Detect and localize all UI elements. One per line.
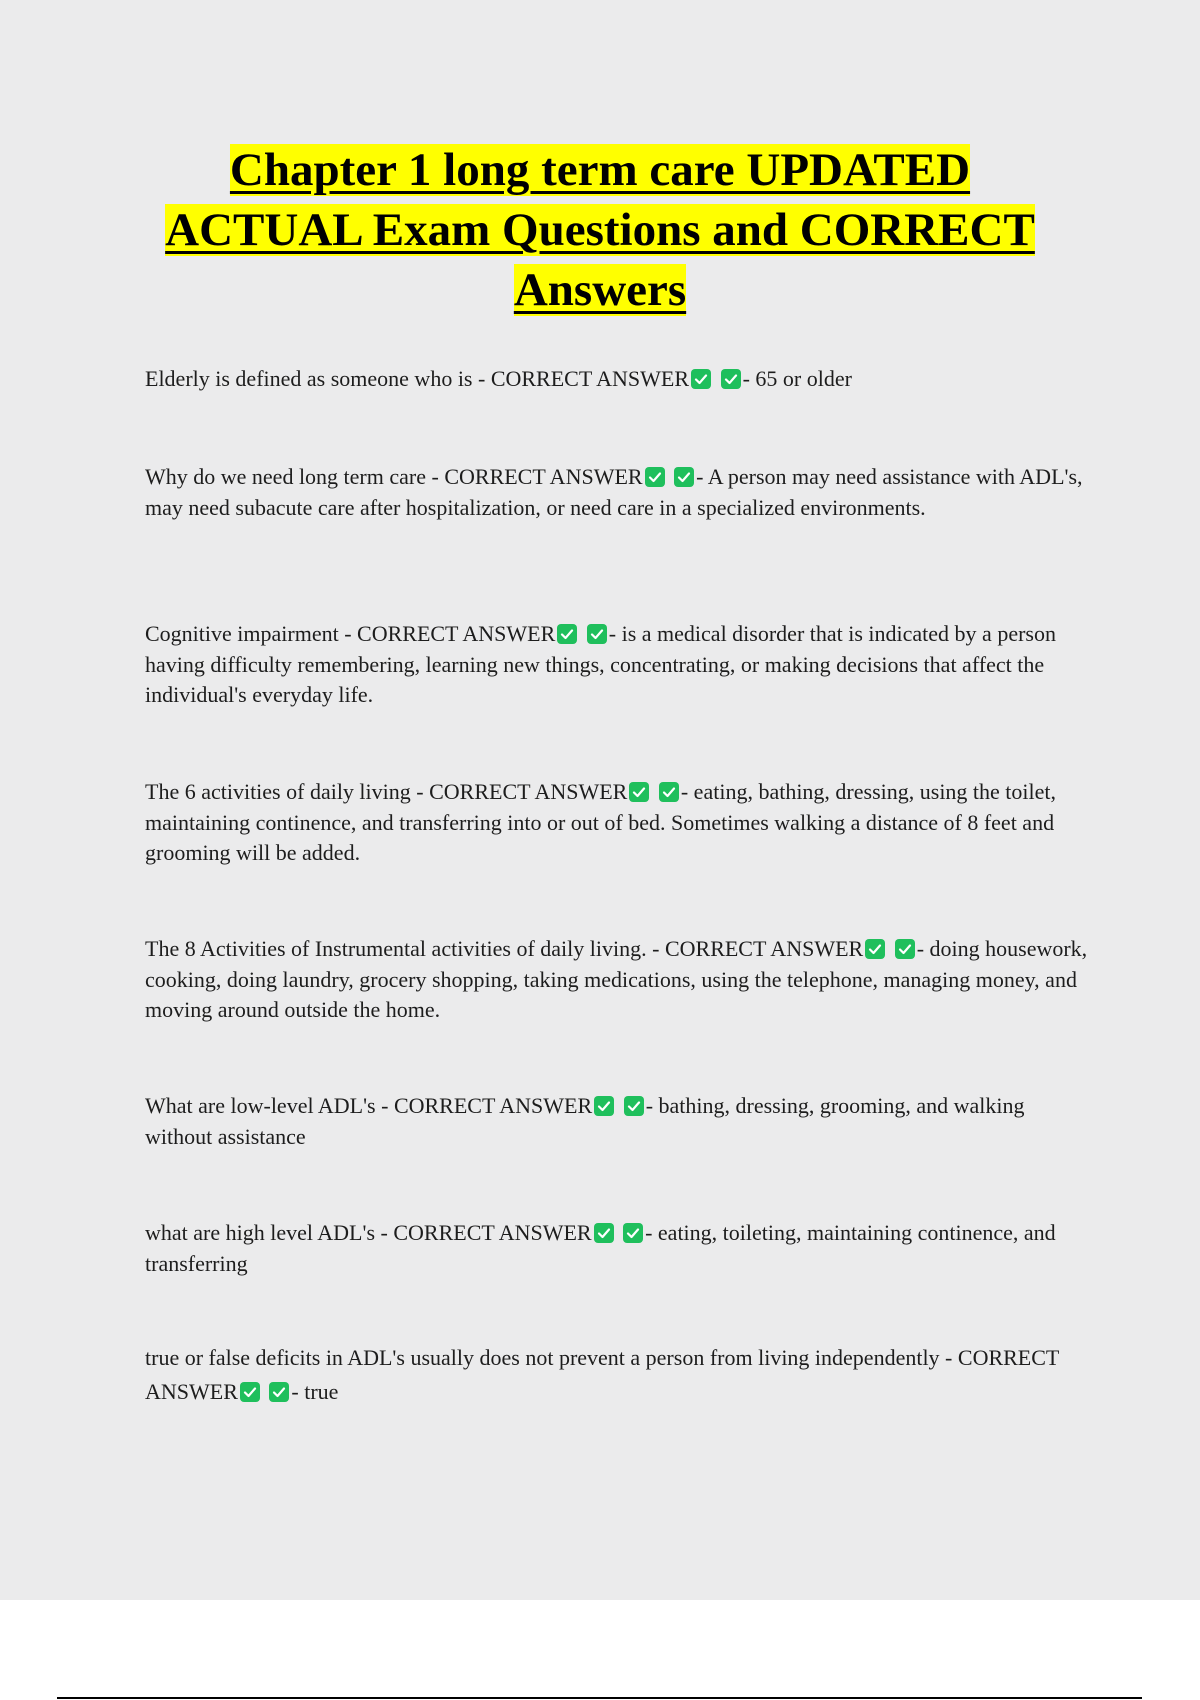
check-mark-icon: [659, 782, 679, 802]
correct-answer-label: CORRECT ANSWER: [145, 1345, 1059, 1404]
answer-text: - eating, bathing, dressing, using the toilet, maintaining continence, and transferring into or out of bed. Sometimes walking a distance of 8 feet and grooming will be added.: [145, 779, 1057, 865]
qa-item-eight-iadls: [145, 934, 1095, 1026]
title-line-2: ACTUAL Exam Questions and CORRECT: [165, 204, 1035, 256]
question-text: Elderly is defined as someone who is -: [145, 366, 486, 391]
answer-text: - doing housework, cooking, doing laundry, grocery shopping, taking medications, using the telephone, managing money, and moving around outside the home.: [145, 936, 1088, 1022]
qa-item-true-false-deficits: [145, 1341, 1095, 1409]
check-mark-icon: [865, 939, 885, 959]
correct-answer-label: CORRECT ANSWER: [429, 779, 628, 804]
answer-text: - eating, toileting, maintaining continence, and transferring: [145, 1220, 1056, 1276]
qa-item-cognitive-impairment: [145, 619, 1095, 711]
title-line-3: Answers: [513, 264, 687, 316]
question-text: what are high level ADL's -: [145, 1220, 388, 1245]
check-mark-icon: [645, 467, 665, 487]
qa-item-why-ltc: [145, 462, 1095, 523]
qa-item-elderly: [145, 364, 1095, 395]
document-title: [0, 140, 1200, 320]
question-text: Cognitive impairment -: [145, 621, 352, 646]
check-mark-icon: [624, 1096, 644, 1116]
answer-text: - is a medical disorder that is indicated by a person having difficulty remembering, learning new things, concentrating, or making decisions that affect the individual's everyday life.: [145, 621, 1056, 707]
page-divider-line: [57, 1697, 1142, 1699]
check-mark-icon: [594, 1096, 614, 1116]
check-mark-icon: [721, 369, 741, 389]
answer-text: - true: [291, 1379, 339, 1404]
answer-text: - bathing, dressing, grooming, and walking without assistance: [145, 1093, 1025, 1149]
question-text: The 8 Activities of Instrumental activities of daily living. -: [145, 936, 660, 961]
check-mark-icon: [629, 782, 649, 802]
qa-item-high-level-adls: [145, 1218, 1095, 1279]
correct-answer-label: CORRECT ANSWER: [357, 621, 556, 646]
correct-answer-label: CORRECT ANSWER: [664, 936, 864, 961]
check-mark-icon: [557, 624, 577, 644]
question-text: Why do we need long term care -: [145, 464, 439, 489]
title-line-1: Chapter 1 long term care UPDATED: [229, 144, 971, 196]
correct-answer-label: CORRECT ANSWER: [393, 1093, 593, 1118]
qa-item-six-adls: [145, 777, 1095, 869]
correct-answer-label: CORRECT ANSWER: [444, 464, 643, 489]
check-mark-icon: [240, 1382, 260, 1402]
check-mark-icon: [269, 1382, 289, 1402]
check-mark-icon: [691, 369, 711, 389]
answer-text: - A person may need assistance with ADL's, may need subacute care after hospitalization, or need care in a specialized environments.: [145, 464, 1083, 520]
check-mark-icon: [623, 1223, 643, 1243]
check-mark-icon: [587, 624, 607, 644]
check-mark-icon: [895, 939, 915, 959]
check-mark-icon: [594, 1223, 614, 1243]
question-text: What are low-level ADL's -: [145, 1093, 389, 1118]
answer-text: - 65 or older: [742, 366, 852, 391]
question-text: The 6 activities of daily living -: [145, 779, 424, 804]
question-text: true or false deficits in ADL's usually does not prevent a person from living independently -: [145, 1345, 953, 1370]
correct-answer-label: CORRECT ANSWER: [490, 366, 690, 391]
correct-answer-label: CORRECT ANSWER: [393, 1220, 592, 1245]
check-mark-icon: [674, 467, 694, 487]
qa-item-low-level-adls: [145, 1091, 1095, 1152]
